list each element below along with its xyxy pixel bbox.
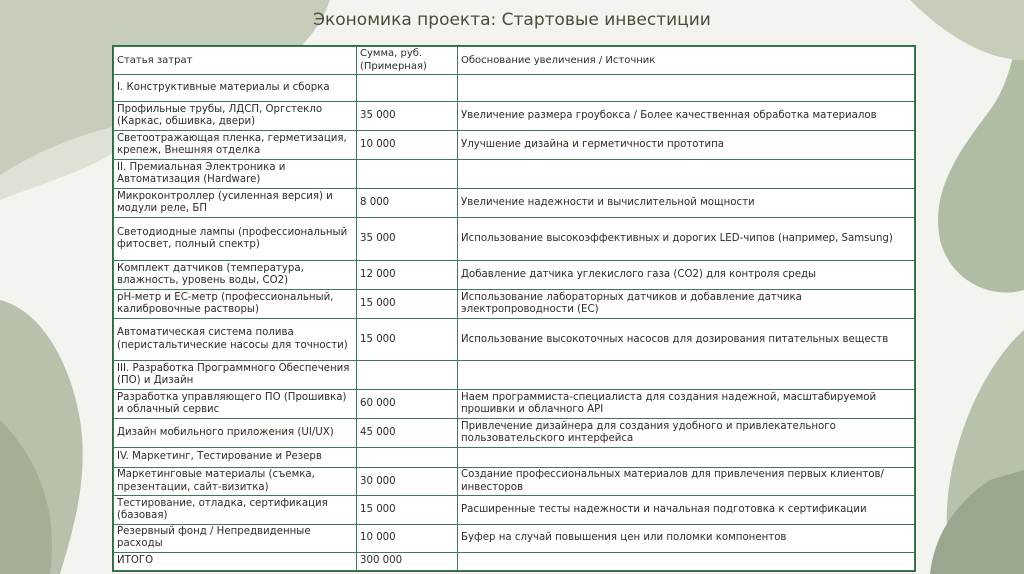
cell-amount: 10 000: [357, 131, 458, 160]
slide-title: Экономика проекта: Стартовые инвестиции: [313, 10, 711, 30]
investment-table: [112, 45, 916, 572]
cell-item: Автоматическая система полива (перистальтические насосы для точности): [114, 318, 357, 360]
cell-item: Комплект датчиков (температура, влажность, уровень воды, CO2): [114, 260, 357, 289]
cell-justification: Привлечение дизайнера для создания удобного и привлекательного пользовательского интерфейса: [458, 419, 915, 447]
cell-item: IV. Маркетинг, Тестирование и Резерв: [114, 447, 357, 467]
table-row: [114, 75, 915, 102]
cell-amount: [357, 447, 458, 467]
table-row: [114, 524, 915, 552]
table-row: [114, 131, 915, 160]
cell-amount: 8 000: [357, 189, 458, 218]
cell-item: II. Премиальная Электроника и Автоматизация (Hardware): [114, 160, 357, 189]
table-row: [114, 390, 915, 419]
cell-item: Микроконтроллер (усиленная версия) и модули реле, БП: [114, 189, 357, 218]
table-row: [114, 260, 915, 289]
cell-amount: 45 000: [357, 419, 458, 447]
cell-justification: [458, 447, 915, 467]
cell-item: Дизайн мобильного приложения (UI/UX): [114, 419, 357, 447]
cell-item: Светоотражающая пленка, герметизация, крепеж, Внешняя отделка: [114, 131, 357, 160]
cell-justification: Буфер на случай повышения цен или поломки компонентов: [458, 524, 915, 552]
cell-amount: 15 000: [357, 289, 458, 318]
cell-justification: Добавление датчика углекислого газа (CO2) для контроля среды: [458, 260, 915, 289]
table-row: [114, 218, 915, 260]
cell-item: Тестирование, отладка, сертификация (базовая): [114, 496, 357, 524]
cell-item: pH-метр и EC-метр (профессиональный, калибровочные растворы): [114, 289, 357, 318]
cell-item: Светодиодные лампы (профессиональный фитосвет, полный спектр): [114, 218, 357, 260]
cell-amount: 30 000: [357, 467, 458, 495]
cell-item: Маркетинговые материалы (съемка, презентации, сайт-визитка): [114, 467, 357, 495]
cell-justification: Наем программиста-специалиста для создания надежной, масштабируемой прошивки и облачного API: [458, 390, 915, 419]
cell-justification: Использование лабораторных датчиков и добавление датчика электропроводности (EC): [458, 289, 915, 318]
cell-amount: 15 000: [357, 318, 458, 360]
cell-justification: Увеличение надежности и вычислительной мощности: [458, 189, 915, 218]
cell-justification: [458, 75, 915, 102]
table-row: [114, 496, 915, 524]
cell-amount: 15 000: [357, 496, 458, 524]
cell-justification: Использование высокоточных насосов для дозирования питательных веществ: [458, 318, 915, 360]
table-row: [114, 447, 915, 467]
cell-justification: [458, 553, 915, 571]
cell-amount: [357, 361, 458, 390]
table-row: [114, 553, 915, 571]
cell-justification: [458, 160, 915, 189]
header-amount: Сумма, руб. (Примерная): [357, 47, 458, 75]
cell-justification: Расширенные тесты надежности и начальная подготовка к сертификации: [458, 496, 915, 524]
cell-amount: 300 000: [357, 553, 458, 571]
table-row: [114, 467, 915, 495]
cell-item: Профильные трубы, ЛДСП, Оргстекло (Каркас, обшивка, двери): [114, 102, 357, 131]
table-row: [114, 318, 915, 360]
table-row: [114, 361, 915, 390]
table-row: [114, 102, 915, 131]
table-row: [114, 189, 915, 218]
header-justification: Обоснование увеличения / Источник: [458, 47, 915, 75]
cell-item: III. Разработка Программного Обеспечения (ПО) и Дизайн: [114, 361, 357, 390]
cell-justification: [458, 361, 915, 390]
table-header-row: [114, 47, 915, 75]
cell-justification: Улучшение дизайна и герметичности прототипа: [458, 131, 915, 160]
cell-amount: 35 000: [357, 102, 458, 131]
header-item: Статья затрат: [114, 47, 357, 75]
cell-amount: 12 000: [357, 260, 458, 289]
cell-amount: [357, 75, 458, 102]
table-row: [114, 289, 915, 318]
cell-item: ИТОГО: [114, 553, 357, 571]
table-row: [114, 419, 915, 447]
cell-item: I. Конструктивные материалы и сборка: [114, 75, 357, 102]
table-row: [114, 160, 915, 189]
cell-item: Резервный фонд / Непредвиденные расходы: [114, 524, 357, 552]
cell-amount: 60 000: [357, 390, 458, 419]
cell-amount: 35 000: [357, 218, 458, 260]
cell-item: Разработка управляющего ПО (Прошивка) и облачный сервис: [114, 390, 357, 419]
cell-justification: Использование высокоэффективных и дорогих LED-чипов (например, Samsung): [458, 218, 915, 260]
cell-amount: 10 000: [357, 524, 458, 552]
cell-justification: Создание профессиональных материалов для привлечения первых клиентов/инвесторов: [458, 467, 915, 495]
cell-amount: [357, 160, 458, 189]
cell-justification: Увеличение размера гроубокса / Более качественная обработка материалов: [458, 102, 915, 131]
